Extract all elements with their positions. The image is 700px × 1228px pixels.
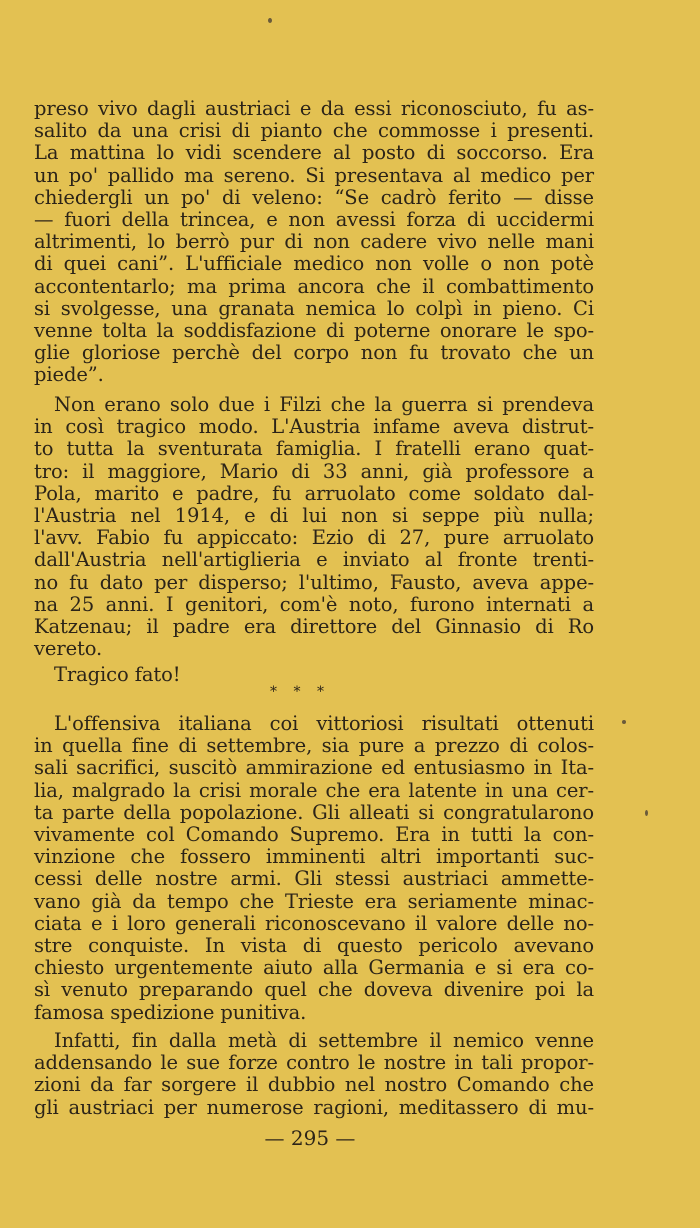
text-line: si svolgesse, una granata nemica lo colpì in pieno. Ci [34, 296, 594, 320]
text-line: piede”. [34, 363, 104, 387]
text-line: vereto. [34, 637, 103, 661]
paragraph-1 [34, 98, 594, 387]
text-line: Non erano solo due i Filzi che la guerra si prendeva [54, 393, 594, 416]
text-line: L'offensiva italiana coi vittoriosi risultati ottenuti [54, 712, 594, 735]
text-line: Pola, marito e padre, fu arruolato come soldato dal- [34, 481, 594, 505]
text-line: Infatti, fin dalla metà di settembre il nemico venne [54, 1029, 594, 1052]
text-line: tro: il maggiore, Mario di 33 anni, già professore a [34, 459, 594, 483]
text-line: sì venuto preparando quel che doveva divenire poi la [34, 978, 594, 1002]
text-line: l'avv. Fabio fu appiccato: Ezio di 27, pure arruolato [34, 526, 594, 550]
text-line: Tragico fato! [54, 663, 181, 686]
text-line: altrimenti, lo berrò pur di non cadere vivo nelle mani [34, 230, 594, 254]
text-line: vinzione che fossero imminenti altri importanti suc- [34, 845, 594, 869]
text-line: stre conquiste. In vista di questo pericolo avevano [34, 934, 594, 958]
text-line: famosa spedizione punitiva. [34, 1000, 307, 1024]
text-line: in così tragico modo. L'Austria infame aveva distrut- [34, 415, 594, 439]
text-line: gli austriaci per numerose ragioni, meditassero di mu- [34, 1095, 594, 1119]
text-line: salito da una crisi di pianto che commosse i presenti. [34, 119, 594, 143]
text-line: dall'Austria nell'artiglieria e inviato al fronte trenti- [34, 548, 594, 572]
text-line: ciata e i loro generali riconoscevano il valore delle no- [34, 911, 594, 935]
text-line: vivamente col Comando Supremo. Era in tutti la con- [34, 823, 594, 847]
text-line: venne tolta la soddisfazione di poterne onorare le spo- [34, 319, 594, 343]
paper-speck [645, 810, 648, 816]
paragraph-4 [34, 1030, 594, 1119]
text-line: l'Austria nel 1914, e di lui non si seppe più nulla; [34, 504, 594, 528]
text-line: glie gloriose perchè del corpo non fu trovato che un [34, 341, 594, 365]
text-line: no fu dato per disperso; l'ultimo, Fausto, aveva appe- [34, 570, 594, 594]
text-line: sali sacrifici, suscitò ammirazione ed entusiasmo in Ita- [34, 756, 594, 780]
text-line: vano già da tempo che Trieste era seriamente minac- [34, 889, 594, 913]
text-line: chiesto urgentemente aiuto alla Germania e si era co- [34, 956, 594, 980]
text-line: cessi delle nostre armi. Gli stessi austriaci ammette- [34, 867, 594, 891]
text-line: Katzenau; il padre era direttore del Ginnasio di Ro [34, 615, 594, 639]
text-line: preso vivo dagli austriaci e da essi riconosciuto, fu as- [34, 97, 594, 120]
section-separator: * * * [270, 684, 330, 700]
text-line: to tutta la sventurata famiglia. I fratelli erano quat- [34, 437, 594, 461]
text-line: ta parte della popolazione. Gli alleati si congratularono [34, 800, 594, 824]
text-line: na 25 anni. I genitori, com'è noto, furono internati a [34, 592, 594, 616]
text-line: un po' pallido ma sereno. Si presentava al medico per [34, 163, 594, 187]
text-line: accontentarlo; ma prima ancora che il combattimento [34, 274, 594, 298]
page-number: — 295 — [264, 1126, 356, 1150]
text-line: di quei cani”. L'ufficiale medico non volle o non potè [34, 252, 594, 276]
text-line: — fuori della trincea, e non avessi forza di uccidermi [34, 208, 594, 232]
text-line: in quella fine di settembre, sia pure a prezzo di colos- [34, 734, 594, 758]
text-line: lia, malgrado la crisi morale che era latente in una cer- [34, 778, 594, 802]
paragraph-2 [34, 394, 594, 660]
text-line: addensando le sue forze contro le nostre in tali propor- [34, 1051, 594, 1075]
paper-speck [268, 18, 272, 23]
closing-line [34, 664, 594, 686]
text-line: zioni da far sorgere il dubbio nel nostro Comando che [34, 1073, 594, 1097]
text-line: chiedergli un po' di veleno: “Se cadrò ferito — disse [34, 185, 594, 209]
paragraph-3 [34, 713, 594, 1024]
text-line: La mattina lo vidi scendere al posto di soccorso. Era [34, 141, 594, 165]
paper-speck [622, 720, 626, 724]
